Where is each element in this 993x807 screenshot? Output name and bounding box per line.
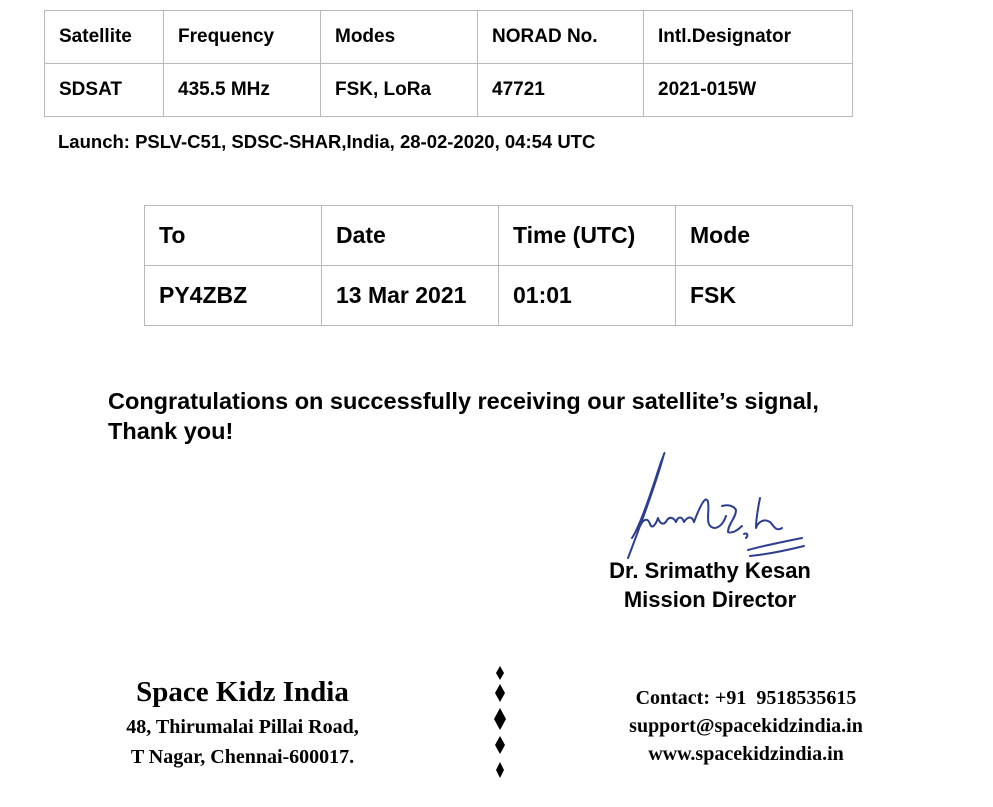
diamond-icon xyxy=(496,666,504,680)
signatory-name: Dr. Srimathy Kesan xyxy=(609,558,811,583)
header-cell-mode: Mode xyxy=(676,206,853,266)
message-line: Congratulations on successfully receiving our satellite’s signal, xyxy=(108,388,819,414)
cell-intl-designator: 2021-015W xyxy=(644,64,853,117)
congratulations-message xyxy=(108,386,819,446)
organization-name: Space Kidz India xyxy=(136,676,349,708)
diamond-icon xyxy=(496,762,504,778)
cell-modes: FSK, LoRa xyxy=(321,64,478,117)
header-cell-intl-designator: Intl.Designator xyxy=(644,11,853,64)
address-line: T Nagar, Chennai-600017. xyxy=(130,746,355,768)
address-line: 48, Thirumalai Pillai Road, xyxy=(126,716,359,738)
contact-email[interactable]: support@spacekidzindia.in xyxy=(629,715,863,737)
table-header-row xyxy=(145,206,853,266)
header-cell-modes: Modes xyxy=(321,11,478,64)
reception-report-table xyxy=(144,205,853,326)
header-cell-frequency: Frequency xyxy=(164,11,321,64)
cell-callsign: PY4ZBZ xyxy=(145,266,322,326)
diamond-icon xyxy=(494,708,506,730)
contact-phone: Contact: +91 9518535615 xyxy=(635,687,857,709)
cell-frequency: 435.5 MHz xyxy=(164,64,321,117)
header-cell-satellite: Satellite xyxy=(45,11,164,64)
table-header-row xyxy=(45,11,853,64)
table-row xyxy=(45,64,853,117)
cell-satellite: SDSAT xyxy=(45,64,164,117)
cell-date: 13 Mar 2021 xyxy=(322,266,499,326)
handwritten-signature xyxy=(610,446,810,566)
diamond-divider xyxy=(490,666,510,784)
contact-website[interactable]: www.spacekidzindia.in xyxy=(648,743,844,765)
header-cell-norad: NORAD No. xyxy=(478,11,644,64)
signatory-title: Mission Director xyxy=(623,587,797,612)
header-cell-time: Time (UTC) xyxy=(499,206,676,266)
contact-info xyxy=(596,684,896,768)
cell-time: 01:01 xyxy=(499,266,676,326)
cell-norad: 47721 xyxy=(478,64,644,117)
diamond-icon xyxy=(495,736,505,754)
message-line: Thank you! xyxy=(108,418,234,444)
header-cell-to: To xyxy=(145,206,322,266)
diamond-icon xyxy=(495,684,505,702)
cell-mode: FSK xyxy=(676,266,853,326)
table-row xyxy=(145,266,853,326)
satellite-info-table xyxy=(44,10,853,117)
signatory-block xyxy=(560,556,860,614)
organization-address xyxy=(100,672,385,772)
header-cell-date: Date xyxy=(322,206,499,266)
launch-info: Launch: PSLV-C51, SDSC-SHAR,India, 28-02-2020, 04:54 UTC xyxy=(58,131,596,152)
